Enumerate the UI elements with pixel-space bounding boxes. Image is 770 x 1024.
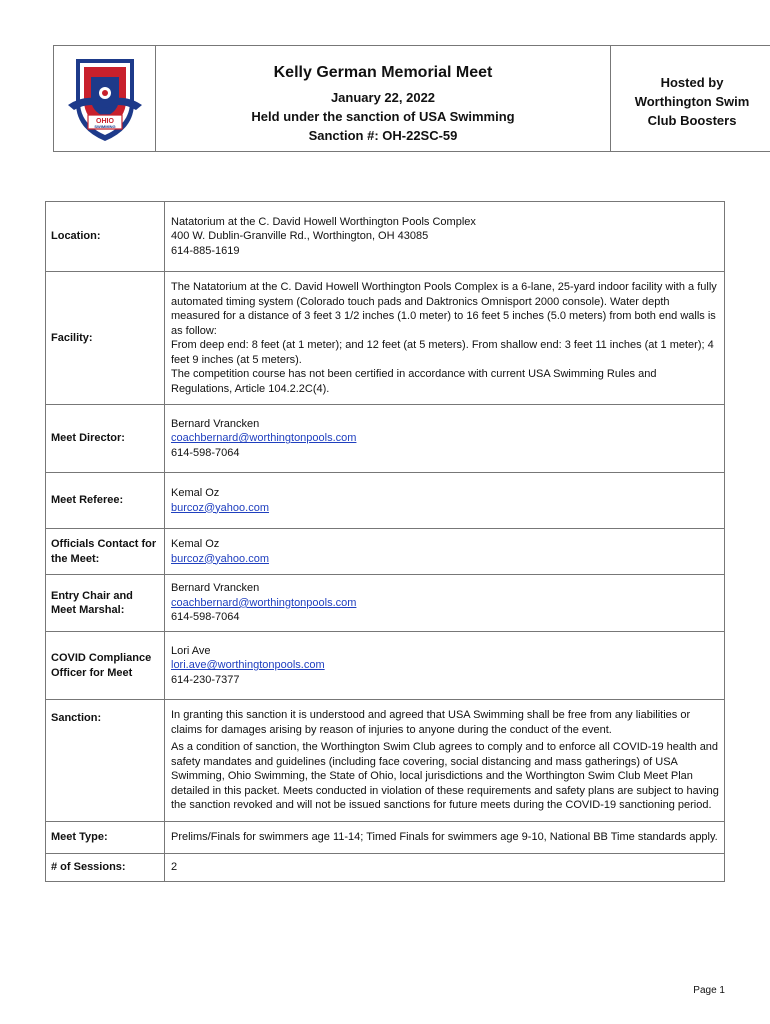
label-sanction: Sanction: [46, 700, 165, 822]
row-facility [46, 272, 725, 405]
value-facility [165, 272, 725, 405]
value-meet-type: Prelims/Finals for swimmers age 11-14; Timed Finals for swimmers age 9-10, National BB Time standards apply. [165, 822, 725, 854]
value-sessions: 2 [165, 854, 725, 882]
value-officials [165, 529, 725, 575]
value-director [165, 405, 725, 473]
row-officials [46, 529, 725, 575]
label-facility: Facility: [46, 272, 165, 405]
label-officials: Officials Contact for the Meet: [46, 529, 165, 575]
host-text: Hosted by Worthington Swim Club Boosters [634, 75, 750, 128]
label-entry-chair: Entry Chair and Meet Marshal: [46, 575, 165, 632]
row-director [46, 405, 725, 473]
label-meet-type: Meet Type: [46, 822, 165, 854]
covid-officer-name: Lori Ave [171, 644, 211, 657]
row-sessions [46, 854, 725, 882]
row-sanction [46, 700, 725, 822]
row-covid [46, 632, 725, 700]
document-header [53, 45, 770, 152]
label-referee: Meet Referee: [46, 473, 165, 529]
page-number: Page 1 [693, 985, 725, 996]
location-phone: 614-885-1619 [171, 244, 240, 257]
sanction-number: Sanction #: OH-22SC-59 [308, 128, 458, 143]
entry-chair-email-link[interactable]: coachbernard@worthingtonpools.com [171, 596, 357, 609]
value-referee [165, 473, 725, 529]
sanction-line: Held under the sanction of USA Swimming [251, 109, 515, 124]
ohio-swimming-logo [66, 53, 144, 145]
sanction-paragraph-1: In granting this sanction it is understood and agreed that USA Swimming shall be free from any liabilities or claims for damages arising by reason of injuries to anyone during the conduct of the event. [171, 709, 691, 736]
host-cell [611, 46, 770, 151]
facility-paragraph-3: The competition course has not been certified in accordance with current USA Swimming Rules and Regulations, Article 104.2.2C(4). [171, 368, 657, 395]
row-meet-type [46, 822, 725, 854]
facility-paragraph-1: The Natatorium at the C. David Howell Worthington Pools Complex is a 6-lane, 25-yard indoor facility with a fully automated timing system (Colorado touch pads and Daktronics Omnisport 2000 console). Water depth measured for a distance of 3 feet 3 1/2 inches (1.0 meter) to 16 feet 5 inches (5.0 meters) from both end walls is as follow: [171, 281, 717, 337]
facility-paragraph-2: From deep end: 8 feet (at 1 meter); and 12 feet (at 5 meters). From shallow end: 3 feet 11 inches (at 1 meter); 4 feet 9 inches (at 5 meters). [171, 339, 714, 366]
referee-email-link[interactable]: burcoz@yahoo.com [171, 501, 269, 514]
meet-info-table [45, 201, 725, 882]
label-sessions: # of Sessions: [46, 854, 165, 882]
officials-name: Kemal Oz [171, 538, 220, 550]
value-covid [165, 632, 725, 700]
meet-title-cell [156, 46, 611, 151]
covid-officer-email-link[interactable]: lori.ave@worthingtonpools.com [171, 659, 325, 672]
meet-date: January 22, 2022 [330, 90, 436, 105]
value-location [165, 202, 725, 272]
sanction-paragraph-2: As a condition of sanction, the Worthington Swim Club agrees to comply and to enforce all COVID-19 health and safety mandates and guidelines (including face covering, social distancing and mass gatherings) of USA Swimming, Ohio Swimming, the State of Ohio, local jurisdictions and the Worthington Swim Club Meet Plan detailed in this packet. Meets conducted in violation of these requirements and safety plans are subject to having the sanction revoked and will not be issued sanctions for future meets during the COVID-19 sanctioning period. [171, 741, 719, 812]
officials-email-link[interactable]: burcoz@yahoo.com [171, 552, 269, 565]
svg-text:OHIO: OHIO [95, 117, 114, 125]
entry-chair-phone: 614-598-7064 [171, 611, 240, 624]
entry-chair-name: Bernard Vrancken [171, 582, 260, 595]
location-name: Natatorium at the C. David Howell Worthington Pools Complex [171, 215, 476, 228]
row-location [46, 202, 725, 272]
referee-name: Kemal Oz [171, 487, 220, 499]
director-phone: 614-598-7064 [171, 446, 240, 459]
value-sanction [165, 700, 725, 822]
label-covid: COVID Compliance Officer for Meet [46, 632, 165, 700]
covid-officer-phone: 614-230-7377 [171, 673, 240, 686]
label-director: Meet Director: [46, 405, 165, 473]
value-entry-chair [165, 575, 725, 632]
meet-title: Kelly German Memorial Meet [273, 64, 493, 81]
svg-text:SWIMMING: SWIMMING [93, 123, 116, 129]
location-address: 400 W. Dublin-Granville Rd., Worthington, OH 43085 [171, 230, 429, 243]
director-name: Bernard Vrancken [171, 417, 260, 430]
label-location: Location: [46, 202, 165, 272]
row-referee [46, 473, 725, 529]
row-entry-chair [46, 575, 725, 632]
director-email-link[interactable]: coachbernard@worthingtonpools.com [171, 432, 357, 445]
logo-cell [54, 46, 156, 151]
